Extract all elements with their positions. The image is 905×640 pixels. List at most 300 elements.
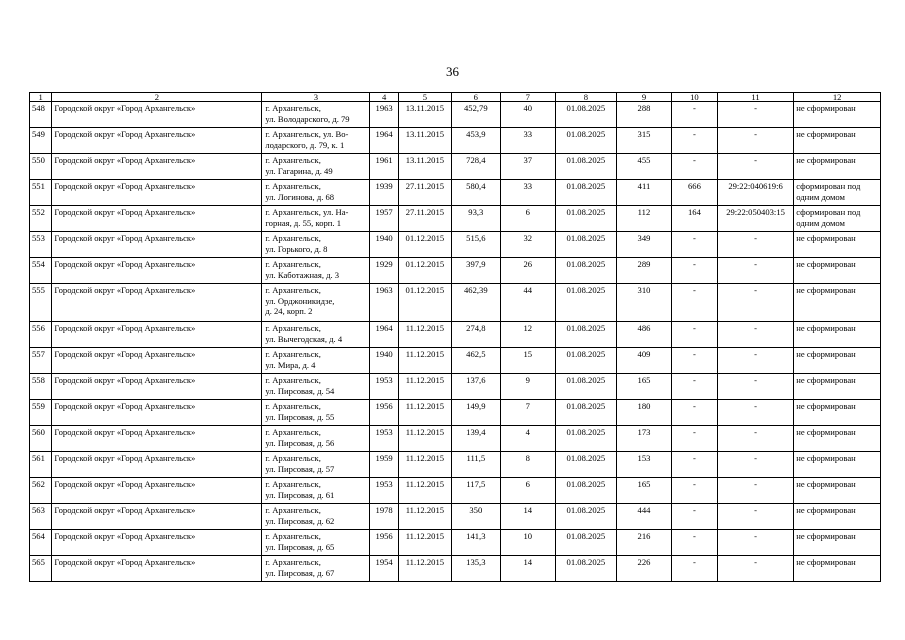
cell-number [30, 322, 52, 348]
cell-date-text: 11.12.2015 [405, 427, 445, 437]
cell-cadastral-text: - [754, 531, 757, 541]
cell-municipality [52, 258, 262, 284]
cell-date2-text: 01.08.2025 [566, 155, 606, 165]
cell-date2 [555, 556, 616, 582]
cell-status-text: не сформирован [796, 129, 856, 139]
cell-status-text: не сформирован [796, 259, 856, 269]
cell-number-text: 560 [32, 427, 45, 437]
cell-date-text: 13.11.2015 [405, 129, 445, 139]
cell-address [262, 374, 370, 400]
cell-date2-text: 01.08.2025 [566, 531, 606, 541]
cell-address-text: г. Архангельск, [265, 427, 321, 437]
cell-date2 [555, 348, 616, 374]
cell-col7 [500, 206, 555, 232]
cell-municipality-text: Городской округ «Город Архангельск» [54, 233, 196, 243]
cell-municipality [52, 284, 262, 322]
cell-municipality [52, 452, 262, 478]
cell-number [30, 154, 52, 180]
cell-col9 [616, 530, 671, 556]
cell-col10-text: - [692, 531, 696, 541]
cell-address-text: ул. Пирсовая, д. 54 [265, 385, 335, 396]
cell-address-text: д. 24, корп. 2 [265, 306, 313, 316]
cell-cadastral [717, 556, 793, 582]
cell-col10-text: - [692, 427, 696, 437]
cell-col10-text: - [692, 129, 696, 139]
table-row [30, 478, 881, 504]
cell-area-text: 462,39 [464, 285, 488, 295]
cell-cadastral-text: - [754, 285, 757, 295]
cell-year [370, 232, 399, 258]
cell-date-text: 11.12.2015 [405, 531, 445, 541]
cell-col9 [616, 180, 671, 206]
cell-address-text: г. Архангельск, [265, 181, 321, 191]
cell-cadastral [717, 478, 793, 504]
cell-status-text: не сформирован [796, 349, 856, 359]
column-header: 5 [398, 93, 451, 102]
cell-col7 [500, 478, 555, 504]
cell-year [370, 128, 399, 154]
cell-status [794, 426, 881, 452]
cell-number [30, 504, 52, 530]
cell-col9 [616, 154, 671, 180]
cell-year [370, 154, 399, 180]
cell-municipality-text: Городской округ «Город Архангельск» [54, 349, 196, 359]
cell-col7 [500, 232, 555, 258]
table-row [30, 374, 881, 400]
cell-col7-text: 37 [523, 155, 533, 165]
table-row [30, 322, 881, 348]
cell-date2 [555, 530, 616, 556]
cell-cadastral-text: - [754, 323, 757, 333]
cell-number-text: 565 [32, 557, 45, 567]
cell-date [398, 374, 451, 400]
cell-address-text: г. Архангельск, [265, 323, 321, 333]
cell-col9-text: 444 [637, 505, 651, 515]
cell-address [262, 426, 370, 452]
cell-col10 [671, 154, 717, 180]
cell-year-text: 1954 [375, 557, 393, 567]
cell-number [30, 426, 52, 452]
cell-date [398, 206, 451, 232]
cell-date2-text: 01.08.2025 [566, 349, 606, 359]
cell-col9 [616, 348, 671, 374]
cell-cadastral-text: - [754, 155, 757, 165]
cell-address-text: г. Архангельск, [265, 349, 321, 359]
cell-address-text: г. Архангельск, [265, 155, 321, 165]
cell-year-text: 1959 [375, 453, 393, 463]
cell-area-text: 141,3 [466, 531, 486, 541]
cell-municipality-text: Городской округ «Город Архангельск» [54, 557, 196, 567]
cell-number-text: 564 [32, 531, 45, 541]
cell-status [794, 400, 881, 426]
cell-number-text: 559 [32, 401, 45, 411]
cell-year-text: 1957 [375, 207, 393, 217]
cell-col9-text: 165 [637, 375, 651, 385]
table-row [30, 128, 881, 154]
cell-number [30, 258, 52, 284]
cell-municipality-text: Городской округ «Город Архангельск» [54, 401, 196, 411]
cell-date [398, 426, 451, 452]
cell-col9-text: 216 [637, 531, 651, 541]
cell-address [262, 556, 370, 582]
cell-col7 [500, 102, 555, 128]
cell-year-text: 1978 [375, 505, 393, 515]
cell-area [451, 128, 500, 154]
cell-col7 [500, 504, 555, 530]
cell-year [370, 478, 399, 504]
cell-address-text: ул. Логинова, д. 68 [265, 191, 335, 202]
cell-year [370, 206, 399, 232]
cell-area-text: 274,8 [466, 323, 486, 333]
cell-col10-text: - [692, 375, 696, 385]
cell-col7 [500, 452, 555, 478]
cell-status-text: одним домом [796, 191, 845, 202]
cell-status-text: не сформирован [796, 479, 856, 489]
cell-col9 [616, 374, 671, 400]
cell-col10 [671, 232, 717, 258]
cell-address-text: г. Архангельск, [265, 259, 321, 269]
cell-number-text: 549 [32, 129, 45, 139]
cell-date2 [555, 400, 616, 426]
cell-municipality [52, 348, 262, 374]
cell-number [30, 556, 52, 582]
cell-area-text: 452,79 [464, 103, 488, 113]
cell-col10-text: - [692, 323, 696, 333]
table-row [30, 504, 881, 530]
cell-address-text: г. Архангельск, [265, 103, 321, 113]
cell-municipality [52, 180, 262, 206]
cell-status [794, 284, 881, 322]
table-row [30, 400, 881, 426]
cell-cadastral-text: - [754, 349, 757, 359]
cell-col10 [671, 284, 717, 322]
cell-date2-text: 01.08.2025 [566, 427, 606, 437]
cell-cadastral-text: - [754, 505, 757, 515]
cell-year [370, 102, 399, 128]
cell-status [794, 128, 881, 154]
cell-col7 [500, 556, 555, 582]
cell-date2 [555, 258, 616, 284]
table-row [30, 102, 881, 128]
cell-municipality [52, 530, 262, 556]
cell-date [398, 348, 451, 374]
cell-date2 [555, 478, 616, 504]
cell-col9-text: 486 [637, 323, 651, 333]
cell-address-text: ул. Вычегодская, д. 4 [265, 333, 343, 344]
cell-municipality-text: Городской округ «Город Архангельск» [54, 323, 196, 333]
cell-year [370, 348, 399, 374]
cell-col10 [671, 322, 717, 348]
cell-col9 [616, 206, 671, 232]
cell-col10-text: 164 [687, 207, 701, 217]
cell-area [451, 426, 500, 452]
cell-date2 [555, 180, 616, 206]
cell-col10 [671, 504, 717, 530]
cell-col9-text: 153 [637, 453, 651, 463]
cell-address [262, 322, 370, 348]
cell-number-text: 562 [32, 479, 45, 489]
cell-municipality-text: Городской округ «Город Архангельск» [54, 375, 196, 385]
table-row [30, 154, 881, 180]
cell-col9-text: 349 [637, 233, 651, 243]
cell-status-text: не сформирован [796, 427, 856, 437]
cell-col10-text: - [692, 479, 696, 489]
cell-date-text: 01.12.2015 [405, 233, 445, 243]
cell-col7 [500, 374, 555, 400]
cell-address-text: ул. Пирсовая, д. 57 [265, 463, 335, 474]
cell-col7 [500, 180, 555, 206]
column-header: 4 [370, 93, 399, 102]
cell-address [262, 128, 370, 154]
cell-municipality-text: Городской округ «Город Архангельск» [54, 453, 196, 463]
cell-year [370, 400, 399, 426]
cell-status-text: не сформирован [796, 453, 856, 463]
cell-date-text: 27.11.2015 [405, 181, 445, 191]
cell-cadastral-text: - [754, 427, 757, 437]
cell-cadastral [717, 400, 793, 426]
cell-area [451, 530, 500, 556]
cell-status-text: сформирован под [796, 207, 861, 217]
cell-col7-text: 33 [523, 181, 533, 191]
table-row [30, 426, 881, 452]
cell-number-text: 556 [32, 323, 45, 333]
cell-area [451, 374, 500, 400]
cell-status [794, 322, 881, 348]
cell-col9-text: 173 [637, 427, 651, 437]
cell-municipality [52, 102, 262, 128]
cell-date [398, 556, 451, 582]
cell-cadastral [717, 102, 793, 128]
cell-cadastral [717, 322, 793, 348]
cell-col7 [500, 284, 555, 322]
column-header: 8 [555, 93, 616, 102]
cell-status [794, 530, 881, 556]
cell-address-text: ул. Володарского, д. 79 [265, 113, 350, 124]
cell-date-text: 13.11.2015 [405, 155, 445, 165]
cell-date [398, 400, 451, 426]
cell-status [794, 504, 881, 530]
cell-municipality-text: Городской округ «Город Архангельск» [54, 103, 196, 113]
cell-date-text: 11.12.2015 [405, 349, 445, 359]
cell-date [398, 478, 451, 504]
cell-address [262, 400, 370, 426]
cell-municipality [52, 504, 262, 530]
cell-date [398, 530, 451, 556]
cell-cadastral-text: - [754, 103, 757, 113]
cell-col10-text: - [692, 285, 696, 295]
cell-status [794, 556, 881, 582]
cell-address-text: г. Архангельск, [265, 479, 321, 489]
cell-address-text: горная, д. 55, корп. 1 [265, 217, 341, 228]
column-header: 1 [30, 93, 52, 102]
cell-address-text: ул. Пирсовая, д. 62 [265, 515, 335, 526]
cell-address-text: г. Архангельск, [265, 557, 321, 567]
cell-col7 [500, 348, 555, 374]
cell-year-text: 1939 [375, 181, 393, 191]
cell-status-text: не сформирован [796, 531, 856, 541]
cell-cadastral [717, 128, 793, 154]
cell-cadastral [717, 530, 793, 556]
cell-status-text: не сформирован [796, 323, 856, 333]
cell-area [451, 258, 500, 284]
cell-date2 [555, 426, 616, 452]
cell-col10-text: - [692, 453, 696, 463]
cell-municipality [52, 556, 262, 582]
cell-area-text: 462,5 [466, 349, 486, 359]
column-header: 2 [52, 93, 262, 102]
cell-date2-text: 01.08.2025 [566, 323, 606, 333]
column-header: 12 [794, 93, 881, 102]
cell-col10 [671, 206, 717, 232]
cell-col9 [616, 426, 671, 452]
cell-year [370, 530, 399, 556]
cell-address-text: ул. Каботажная, д. 3 [265, 269, 340, 280]
cell-status [794, 258, 881, 284]
cell-cadastral [717, 284, 793, 322]
cell-number [30, 374, 52, 400]
cell-col10 [671, 348, 717, 374]
cell-col9 [616, 128, 671, 154]
cell-col10 [671, 374, 717, 400]
cell-col9 [616, 504, 671, 530]
cell-address-text: г. Архангельск, [265, 453, 321, 463]
cell-col9-text: 411 [637, 181, 651, 191]
cell-cadastral [717, 154, 793, 180]
cell-year-text: 1964 [375, 129, 393, 139]
cell-number-text: 563 [32, 505, 45, 515]
cell-number-text: 561 [32, 453, 45, 463]
cell-col10 [671, 102, 717, 128]
table-body [30, 93, 881, 582]
cell-municipality [52, 232, 262, 258]
cell-col7-text: 33 [523, 129, 533, 139]
cell-number [30, 400, 52, 426]
cell-col10-text: 666 [687, 181, 701, 191]
cell-area-text: 580,4 [466, 181, 486, 191]
cell-address [262, 154, 370, 180]
cell-status-text: не сформирован [796, 557, 856, 567]
cell-municipality [52, 374, 262, 400]
cell-status-text: одним домом [796, 217, 845, 228]
cell-number [30, 180, 52, 206]
cell-date2 [555, 232, 616, 258]
cell-status-text: не сформирован [796, 375, 856, 385]
cell-col7 [500, 154, 555, 180]
cell-date2-text: 01.08.2025 [566, 207, 606, 217]
cell-area-text: 111,5 [466, 453, 486, 463]
cell-date [398, 180, 451, 206]
cell-col10-text: - [692, 401, 696, 411]
column-header: 6 [451, 93, 500, 102]
cell-municipality-text: Городской округ «Город Архангельск» [54, 427, 196, 437]
cell-status [794, 348, 881, 374]
cell-area-text: 350 [469, 505, 483, 515]
cell-date [398, 102, 451, 128]
table-row [30, 232, 881, 258]
cell-col7-text: 8 [525, 453, 530, 463]
cell-area-text: 135,3 [466, 557, 486, 567]
cell-address-text: г. Архангельск, [265, 375, 321, 385]
cell-col7-text: 44 [523, 285, 533, 295]
cell-cadastral [717, 374, 793, 400]
cell-col7-text: 10 [523, 531, 533, 541]
cell-number-text: 551 [32, 181, 45, 191]
cell-municipality [52, 128, 262, 154]
cell-date2-text: 01.08.2025 [566, 505, 606, 515]
cell-address-text: ул. Гагарина, д. 49 [265, 165, 333, 176]
cell-date2-text: 01.08.2025 [566, 375, 606, 385]
cell-municipality [52, 206, 262, 232]
cell-col9-text: 180 [637, 401, 651, 411]
cell-date [398, 284, 451, 322]
cell-address-text: ул. Пирсовая, д. 56 [265, 437, 335, 448]
cell-col7 [500, 400, 555, 426]
cell-col9-text: 409 [637, 349, 651, 359]
cell-col10 [671, 478, 717, 504]
cell-date2-text: 01.08.2025 [566, 129, 606, 139]
cell-year-text: 1964 [375, 323, 393, 333]
cell-number [30, 232, 52, 258]
cell-status-text: не сформирован [796, 285, 856, 295]
cell-year-text: 1956 [375, 401, 393, 411]
cell-cadastral-text: - [754, 453, 757, 463]
cell-year-text: 1940 [375, 349, 393, 359]
cell-col10 [671, 258, 717, 284]
table-row [30, 348, 881, 374]
cell-year [370, 426, 399, 452]
cell-year-text: 1956 [375, 531, 393, 541]
cell-col10-text: - [692, 349, 696, 359]
cell-number [30, 206, 52, 232]
cell-col10-text: - [692, 259, 696, 269]
table-row [30, 452, 881, 478]
cell-address [262, 530, 370, 556]
cell-status [794, 180, 881, 206]
cell-date2-text: 01.08.2025 [566, 233, 606, 243]
cell-col7-text: 40 [523, 103, 533, 113]
cell-col9-text: 455 [637, 155, 651, 165]
housing-registry-table [29, 92, 881, 582]
cell-status [794, 154, 881, 180]
cell-date2-text: 01.08.2025 [566, 453, 606, 463]
cell-status [794, 452, 881, 478]
cell-area-text: 117,5 [466, 479, 486, 489]
cell-col10-text: - [692, 505, 696, 515]
cell-number-text: 548 [32, 103, 45, 113]
cell-year [370, 556, 399, 582]
cell-col10 [671, 400, 717, 426]
cell-year-text: 1963 [375, 285, 393, 295]
cell-address [262, 452, 370, 478]
cell-year [370, 180, 399, 206]
cell-col7-text: 9 [525, 375, 530, 385]
cell-col10-text: - [692, 557, 696, 567]
cell-col9 [616, 478, 671, 504]
cell-status-text: сформирован под [796, 181, 861, 191]
cell-col7 [500, 258, 555, 284]
cell-address-text: ул. Мира, д. 4 [265, 359, 316, 370]
cell-municipality [52, 400, 262, 426]
cell-date2-text: 01.08.2025 [566, 103, 606, 113]
cell-date2-text: 01.08.2025 [566, 285, 606, 295]
column-header: 3 [262, 93, 370, 102]
cell-year [370, 374, 399, 400]
cell-address-text: г. Архангельск, ул. На- [265, 207, 349, 217]
cell-cadastral-text: - [754, 401, 757, 411]
cell-date [398, 322, 451, 348]
cell-cadastral [717, 206, 793, 232]
cell-cadastral [717, 348, 793, 374]
